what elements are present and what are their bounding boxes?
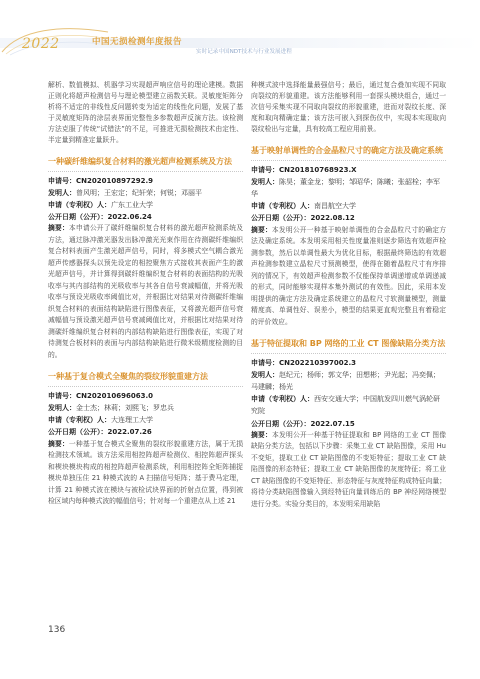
patent-entry [48, 371, 243, 507]
abstract-paragraph [48, 439, 243, 508]
inventor-row [251, 369, 446, 393]
application-number: CN202010897292.9 [76, 176, 153, 185]
field-label: 发明人： [48, 188, 76, 197]
title-divider [251, 353, 446, 354]
publication-date-row [251, 418, 446, 430]
inventor-row [48, 402, 243, 414]
applicant-row [251, 200, 446, 212]
right-intro-paragraph: 种模式波中选择能量最强信号；最后，通过复合叠加实现不同取向裂纹的形貌重建。该方法能够利用一套探头模块组合，通过一次信号采集实现不同取向裂纹的形貌重建，进而对裂纹长度、深度和取向精确定量；该方法可嵌入到探伤仪中，实现本实现取向裂纹检出与定量，具有较高工程应用前景。 [251, 81, 446, 133]
publication-date: 2022.07.15 [310, 419, 355, 428]
inventors: 金士杰；林莉；刘熙飞；罗忠兵 [76, 404, 174, 413]
patent-title: 一种碳纤维编织复合材料的激光超声检测系统及方法 [48, 157, 232, 166]
field-label: 申请（专利权）人： [251, 202, 314, 211]
applicant: 南昌航空大学 [314, 202, 356, 211]
left-intro-paragraph: 解析、数值模拟、机器学习实现超声响应信号的理论建模。数据正则化将超声检测信号与理论模型建立函数关联。灵敏度矩阵分析将不适定的非线性反问题转变为适定的线性化问题，发展了基于灵敏度矩阵的涂层表界面完整性多参数超声反演方法。该检测方法克服了传统“试错法”的不足，可推进无损检测技术由定性、半定量到精准定量跃升。 [48, 81, 243, 144]
applicant: 广东工业大学 [111, 200, 153, 209]
application-number-row [48, 390, 243, 402]
patent-entry [48, 156, 243, 361]
inventor-row [251, 176, 446, 200]
applicant-row [48, 199, 243, 211]
application-number: CN201810768923.X [279, 165, 357, 174]
patent-entry [251, 338, 446, 510]
application-number-row [48, 175, 243, 187]
applicant: 大连理工大学 [111, 416, 153, 425]
patent-title: 基于映射单调性的合金晶粒尺寸的确定方法及确定系统 [251, 146, 443, 155]
field-label: 申请（专利权）人： [251, 395, 314, 404]
patent-entry [251, 145, 446, 328]
field-label: 公开日期（公开）： [251, 214, 311, 223]
abstract-text: 本发明公开一种基于映射单调性的合金晶粒尺寸的确定方法及确定系统。本发明采用相关性度量准则逐步筛选有效超声检测参数，然后以单调性最大为优化目标，根据最终筛选的有效超声检测参数建立晶粒尺寸预测模型，使得在随着晶粒尺寸有序排列的情况下，有效超声检测参数不仅能保持单调递增或单调递减的形式，同时能够实现样本集外测试的有效性。因此，采用本发明提供的确定方法及确定系统建立的晶粒尺寸软测量模型，测量精度高、单调性好、误差小，模型的结果更直观完整且有着稳定的评价效应。 [251, 225, 447, 326]
application-number-row [251, 164, 446, 176]
publication-date: 2022.07.26 [107, 428, 152, 437]
field-label: 申请号： [48, 391, 76, 400]
abstract-paragraph [251, 225, 446, 329]
title-divider [48, 171, 243, 172]
applicant-row [48, 414, 243, 426]
field-label: 摘要： [48, 224, 69, 233]
patent-title: 基于特征提取和 BP 网络的工业 CT 图像缺陷分类方法 [251, 339, 446, 349]
application-number: CN202010696063.0 [76, 391, 153, 400]
field-label: 摘要： [251, 430, 273, 439]
field-label: 公开日期（公开）： [251, 419, 311, 428]
publication-date-row [48, 426, 243, 438]
field-label: 申请号： [48, 176, 76, 185]
abstract-text: 一种基于复合模式全聚焦的裂纹形貌重建方法，属于无损检测技术领域。该方法采用相控阵超声检测仪、相控阵超声探头和楔块模块构成的相控阵超声检测系统，利用相控阵全矩阵捕捉模块单独压住 21 种模式波的 A 扫描信号矩阵；基于费马定理，计算 21 种模式波在模块与被检试块界面的折射点位置，得到被检区域内每种模式波的幅值信号；针对每一个重建点从上述 21 [48, 439, 244, 506]
field-label: 申请（专利权）人： [48, 416, 111, 425]
field-label: 申请号： [251, 165, 279, 174]
abstract-paragraph [48, 223, 243, 361]
field-label: 摘要： [251, 225, 272, 234]
publication-date-row [48, 211, 243, 223]
page-number: 136 [48, 625, 66, 635]
inventors: 赵纪元；杨师；郭文华；田想彬；尹光起；冯奕佩；马建麟；杨光 [251, 370, 440, 391]
inventors: 陈昊；董金龙；黎明；邹昭华；陈曦；张韶栓；李军华 [251, 177, 440, 198]
field-label: 摘要： [48, 439, 69, 448]
right-column [251, 80, 446, 510]
patent-title: 一种基于复合模式全聚焦的裂纹形貌重建方法 [48, 372, 208, 382]
report-year: 2022 [22, 36, 60, 52]
publication-date: 2022.06.24 [107, 213, 152, 222]
field-label: 申请（专利权）人： [48, 200, 111, 209]
field-label: 公开日期（公开）： [48, 213, 108, 222]
abstract-text: 本申请公开了碳纤维编织复合材料的激光超声检测系统及方法，通过脉冲激光器发出脉冲激光光束作用在待测碳纤维编织复合材料表面产生激光超声信号，同时，将多模式空气耦合激光超声传感器探头以预先设定的相控聚焦方式接收其表面产生的激光超声信号，并计算得到碳纤维编织复合材料的表面结构的光吸收率与其内部结构的光吸收率与其各自信号衰减幅值，并将光吸收率与预设光吸收率阈值比对，并根据比对结果对待测碳纤维编织复合材料的表面结构缺陷进行图像表征，又将激光超声信号衰减幅值与预设激光超声信号衰减阈值比对，并根据比对结果对待测碳纤维编织复合材料的内部结构缺陷进行图像表征，实现了对待测复合板材料的表面与内部结构缺陷进行微米级精度检测的目的。 [48, 224, 244, 359]
application-number-row [251, 357, 446, 369]
page-header [0, 0, 480, 60]
title-divider [251, 160, 446, 161]
report-subtitle: 实时记录中国NDT技术与行业发展进程 [196, 49, 292, 55]
applicant-row [251, 393, 446, 417]
field-label: 发明人： [48, 404, 76, 413]
field-label: 发明人： [251, 370, 279, 379]
field-label: 申请号： [251, 358, 279, 367]
abstract-text: 本发明公开一种基于特征提取和 BP 网络的工业 CT 图像缺陷分类方法，包括以下步骤：采集工业 CT 缺陷图像，采用 Hu 不变矩，提取工业 CT 缺陷图像的不变矩特征；提取工业 CT 缺陷图像的形态特征；提取工业 CT 缺陷图像的灰度特征；将工业 CT 缺陷图像的不变矩特征、形态特征与灰度特征构成特征向量；将待分类缺陷图像输入到经特征向量训练后的 BP 神经网络模型进行分类。实验分类目的，本发明采用缺陷 [251, 430, 446, 508]
field-label: 公开日期（公开）： [48, 428, 108, 437]
applicant: 西安交通大学；中国航发四川燃气涡轮研究院 [251, 395, 440, 416]
abstract-paragraph [251, 430, 446, 511]
field-label: 发明人： [251, 177, 279, 186]
left-column [48, 80, 243, 508]
inventor-row [48, 187, 243, 199]
title-divider [48, 386, 243, 387]
publication-date: 2022.08.12 [310, 214, 355, 223]
report-title: 中国无损检测年度报告 [92, 37, 183, 47]
inventors: 曾风明；王宏定；纪轩荣；何锐；邓丽平 [76, 188, 202, 197]
application-number: CN202210397002.3 [279, 358, 356, 367]
publication-date-row [251, 212, 446, 224]
